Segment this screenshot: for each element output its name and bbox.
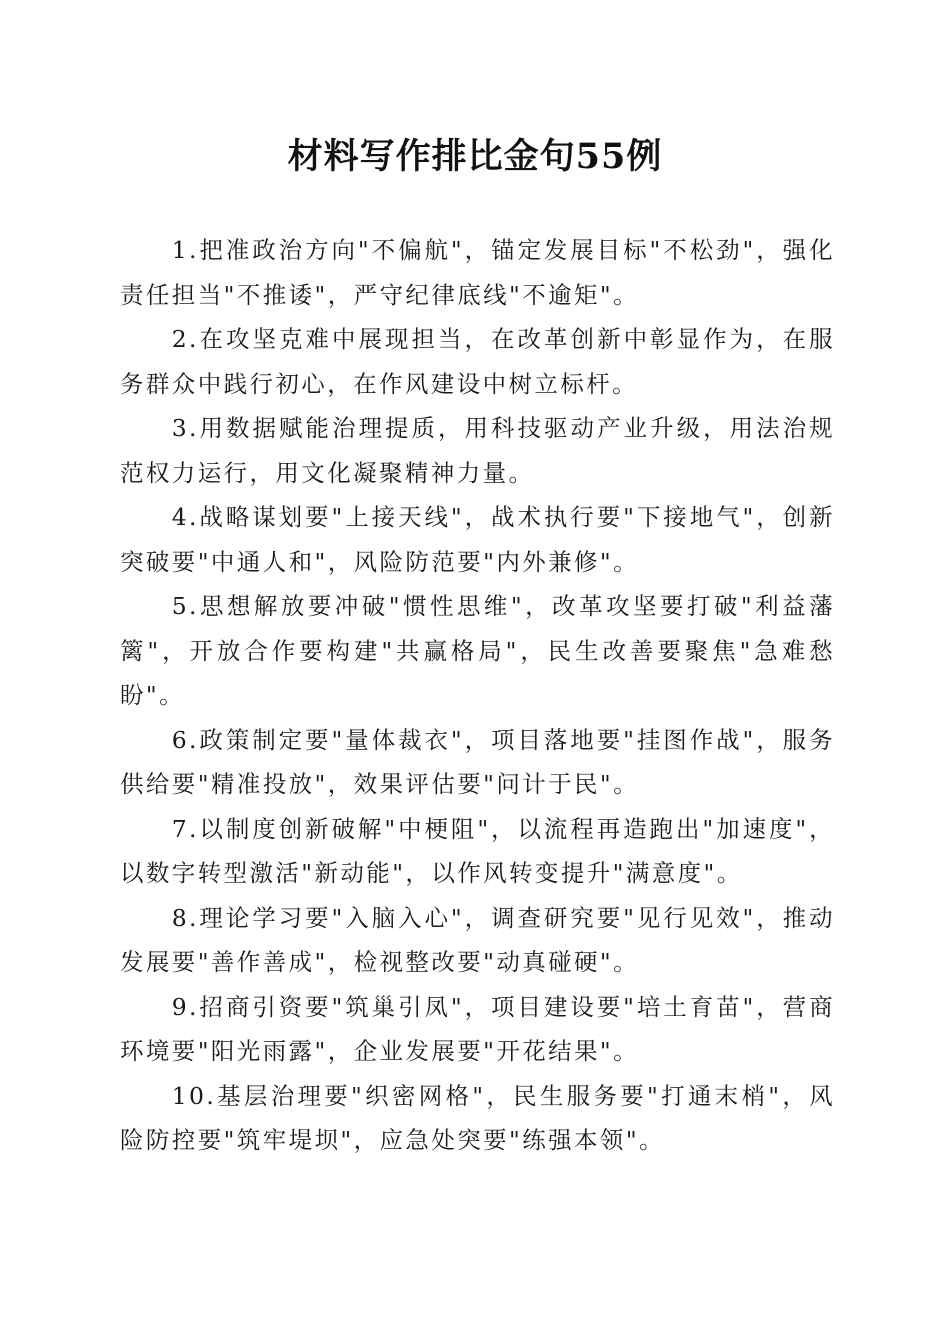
paragraph-2: 2.在攻坚克难中展现担当，在改革创新中彰显作为，在服务群众中践行初心，在作风建设中树立标杆。 — [120, 325, 835, 398]
paragraph-1: 1.把准政治方向"不偏航"，锚定发展目标"不松劲"，强化责任担当"不推诿"，严守纪律底线"不逾矩"。 — [120, 236, 835, 309]
paragraph-8: 8.理论学习要"入脑入心"，调查研究要"见行见效"，推动发展要"善作善成"，检视整改要"动真碰硬"。 — [120, 903, 835, 976]
paragraph-7: 7.以制度创新破解"中梗阻"，以流程再造跑出"加速度"，以数字转型激活"新动能"，以作风转变提升"满意度"。 — [120, 814, 835, 887]
document-body — [120, 228, 835, 1163]
paragraph-10: 10.基层治理要"织密网格"，民生服务要"打通末梢"，风险防控要"筑牢堤坝"，应急处突要"练强本领"。 — [120, 1081, 835, 1154]
paragraph-3: 3.用数据赋能治理提质，用科技驱动产业升级，用法治规范权力运行，用文化凝聚精神力量。 — [120, 414, 835, 487]
paragraph-5: 5.思想解放要冲破"惯性思维"，改革攻坚要打破"利益藩篱"，开放合作要构建"共赢格局"，民生改善要聚焦"急难愁盼"。 — [120, 592, 835, 709]
document-title: 材料写作排比金句55例 — [287, 136, 663, 177]
paragraph-9: 9.招商引资要"筑巢引凤"，项目建设要"培土育苗"，营商环境要"阳光雨露"，企业发展要"开花结果"。 — [120, 992, 835, 1065]
paragraph-6: 6.政策制定要"量体裁衣"，项目落地要"挂图作战"，服务供给要"精准投放"，效果评估要"问计于民"。 — [120, 725, 835, 798]
paragraph-4: 4.战略谋划要"上接天线"，战术执行要"下接地气"，创新突破要"中通人和"，风险防范要"内外兼修"。 — [120, 503, 835, 576]
